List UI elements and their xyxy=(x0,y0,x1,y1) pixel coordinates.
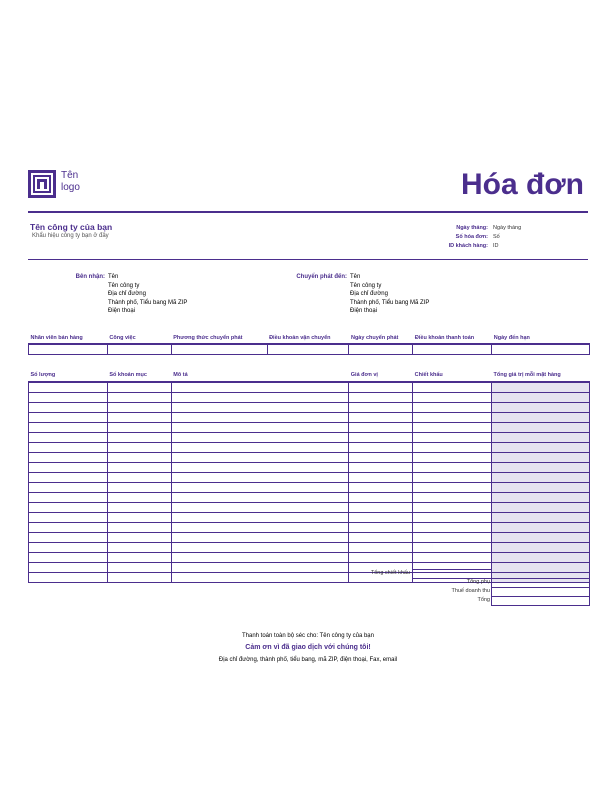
item-cell[interactable] xyxy=(107,493,171,503)
item-cell[interactable] xyxy=(349,443,413,453)
shipping-cell[interactable] xyxy=(29,344,108,355)
item-cell[interactable] xyxy=(349,533,413,543)
item-header: Số lượng xyxy=(29,369,108,382)
item-cell[interactable] xyxy=(413,433,492,443)
shipping-table xyxy=(28,333,590,355)
item-cell[interactable] xyxy=(492,543,590,553)
company-name: Tên công ty của bạn xyxy=(30,222,113,232)
shipping-header: Điều khoản vận chuyển xyxy=(267,333,349,344)
item-cell[interactable] xyxy=(171,533,349,543)
item-cell[interactable] xyxy=(492,393,590,403)
item-cell[interactable] xyxy=(349,433,413,443)
item-cell[interactable] xyxy=(171,393,349,403)
item-cell[interactable] xyxy=(349,543,413,553)
item-cell[interactable] xyxy=(171,543,349,553)
item-cell[interactable] xyxy=(413,413,492,423)
item-cell[interactable] xyxy=(413,473,492,483)
item-cell[interactable] xyxy=(29,413,108,423)
invoice-number-value: Số xyxy=(493,234,500,240)
item-cell[interactable] xyxy=(171,453,349,463)
item-cell[interactable] xyxy=(29,553,108,563)
item-row xyxy=(29,533,590,543)
item-cell[interactable] xyxy=(413,483,492,493)
discount-total-label: Tổng chiết khấu xyxy=(370,570,410,576)
item-cell[interactable] xyxy=(107,443,171,453)
payable-note: Thanh toán toàn bộ séc cho: Tên công ty của bạn xyxy=(242,633,374,639)
item-cell[interactable] xyxy=(107,413,171,423)
item-cell[interactable] xyxy=(492,523,590,533)
bill-to-line: Tên công ty xyxy=(108,282,140,289)
item-cell[interactable] xyxy=(171,503,349,513)
ship-to-line: Điện thoại xyxy=(350,308,378,314)
item-cell[interactable] xyxy=(107,513,171,523)
item-cell[interactable] xyxy=(413,543,492,553)
item-cell[interactable] xyxy=(492,533,590,543)
item-cell[interactable] xyxy=(107,503,171,513)
item-cell[interactable] xyxy=(492,403,590,413)
item-row xyxy=(29,503,590,513)
shipping-cell[interactable] xyxy=(267,344,349,355)
item-cell[interactable] xyxy=(29,503,108,513)
item-row xyxy=(29,403,590,413)
total-row xyxy=(28,596,590,605)
item-cell[interactable] xyxy=(413,423,492,433)
bill-to-line: Điện thoại xyxy=(108,308,136,314)
item-cell[interactable] xyxy=(492,463,590,473)
item-cell[interactable] xyxy=(107,473,171,483)
item-cell[interactable] xyxy=(349,413,413,423)
customer-id-label: ID khách hàng: xyxy=(448,243,488,249)
shipping-cell[interactable] xyxy=(349,344,413,355)
item-cell[interactable] xyxy=(492,483,590,493)
item-cell[interactable] xyxy=(171,493,349,503)
item-cell[interactable] xyxy=(492,493,590,503)
meta-divider xyxy=(28,259,588,260)
logo-text xyxy=(61,170,101,194)
item-cell[interactable] xyxy=(107,533,171,543)
item-cell[interactable] xyxy=(492,473,590,483)
logo-line-2: logo xyxy=(61,182,80,193)
meta-date xyxy=(400,224,560,233)
shipping-header: Công việc xyxy=(107,333,171,344)
item-header: Giá đơn vị xyxy=(349,369,413,382)
item-row xyxy=(29,543,590,553)
item-cell[interactable] xyxy=(107,543,171,553)
shipping-cell[interactable] xyxy=(492,344,590,355)
item-cell[interactable] xyxy=(29,493,108,503)
item-row xyxy=(29,423,590,433)
item-cell[interactable] xyxy=(107,483,171,493)
item-cell[interactable] xyxy=(413,523,492,533)
footer xyxy=(0,630,616,666)
discount-total-row xyxy=(28,569,590,578)
item-header: Tổng giá trị mỗi mặt hàng xyxy=(492,369,590,382)
item-row xyxy=(29,463,590,473)
item-cell[interactable] xyxy=(107,403,171,413)
item-cell[interactable] xyxy=(29,423,108,433)
logo-icon xyxy=(28,170,56,198)
item-cell[interactable] xyxy=(492,423,590,433)
item-cell[interactable] xyxy=(492,413,590,423)
item-row xyxy=(29,523,590,533)
item-cell[interactable] xyxy=(171,413,349,423)
item-cell[interactable] xyxy=(29,433,108,443)
item-cell[interactable] xyxy=(349,382,413,393)
shipping-header: Phương thức chuyển phát xyxy=(171,333,267,344)
item-cell[interactable] xyxy=(413,403,492,413)
item-cell[interactable] xyxy=(349,523,413,533)
item-cell[interactable] xyxy=(171,513,349,523)
item-header: Mô tả xyxy=(171,369,349,382)
item-cell[interactable] xyxy=(349,493,413,503)
item-cell[interactable] xyxy=(29,443,108,453)
item-cell[interactable] xyxy=(171,463,349,473)
item-row xyxy=(29,473,590,483)
item-cell[interactable] xyxy=(171,483,349,493)
item-cell[interactable] xyxy=(107,463,171,473)
shipping-header: Nhân viên bán hàng xyxy=(29,333,108,344)
item-cell[interactable] xyxy=(413,443,492,453)
item-row xyxy=(29,382,590,393)
item-cell[interactable] xyxy=(107,553,171,563)
item-row xyxy=(29,393,590,403)
bill-to-line: Thành phố, Tiểu bang Mã ZIP xyxy=(108,299,188,306)
item-cell[interactable] xyxy=(349,513,413,523)
total-box[interactable] xyxy=(491,596,590,606)
item-cell[interactable] xyxy=(492,453,590,463)
item-cell[interactable] xyxy=(29,513,108,523)
item-cell[interactable] xyxy=(29,483,108,493)
total-label: Tổng xyxy=(477,597,490,603)
customer-id-value: ID xyxy=(493,243,499,249)
bill-to-block xyxy=(75,273,188,316)
item-row xyxy=(29,443,590,453)
item-cell[interactable] xyxy=(171,473,349,483)
item-cell[interactable] xyxy=(171,433,349,443)
item-header: Số khoản mục xyxy=(107,369,171,382)
item-cell[interactable] xyxy=(349,473,413,483)
item-cell[interactable] xyxy=(413,463,492,473)
item-cell[interactable] xyxy=(107,523,171,533)
item-cell[interactable] xyxy=(413,553,492,563)
item-row xyxy=(29,453,590,463)
item-cell[interactable] xyxy=(349,463,413,473)
item-header: Chiết khấu xyxy=(413,369,492,382)
item-cell[interactable] xyxy=(171,523,349,533)
invoice-number-label: Số hóa đơn: xyxy=(455,234,488,240)
item-cell[interactable] xyxy=(349,423,413,433)
shipping-row xyxy=(29,344,590,355)
item-cell[interactable] xyxy=(349,393,413,403)
meta-invoice xyxy=(400,233,560,242)
logo-line-1: Tên xyxy=(61,170,79,181)
item-cell[interactable] xyxy=(171,443,349,453)
item-cell[interactable] xyxy=(349,503,413,513)
item-cell[interactable] xyxy=(492,433,590,443)
item-cell[interactable] xyxy=(492,513,590,523)
subtotal-row xyxy=(28,578,590,587)
shipping-header: Điều khoản thanh toán xyxy=(413,333,492,344)
item-cell[interactable] xyxy=(413,533,492,543)
ship-to-line: Tên công ty xyxy=(350,282,382,289)
item-cell[interactable] xyxy=(413,393,492,403)
item-row xyxy=(29,433,590,443)
item-cell[interactable] xyxy=(349,483,413,493)
item-cell[interactable] xyxy=(171,423,349,433)
item-cell[interactable] xyxy=(413,503,492,513)
item-cell[interactable] xyxy=(413,493,492,503)
ship-to-line: Tên xyxy=(350,274,361,280)
ship-to-line: Địa chỉ đường xyxy=(350,291,388,297)
item-row xyxy=(29,513,590,523)
date-value: Ngày tháng xyxy=(493,225,522,231)
item-cell[interactable] xyxy=(107,393,171,403)
thank-you-note: Cảm ơn vì đã giao dịch với chúng tôi! xyxy=(245,644,371,651)
item-cell[interactable] xyxy=(349,403,413,413)
item-cell[interactable] xyxy=(492,382,590,393)
item-cell[interactable] xyxy=(349,553,413,563)
item-cell[interactable] xyxy=(29,543,108,553)
shipping-cell[interactable] xyxy=(107,344,171,355)
shipping-cell[interactable] xyxy=(413,344,492,355)
item-cell[interactable] xyxy=(107,423,171,433)
item-row xyxy=(29,553,590,563)
ship-to-line: Thành phố, Tiểu bang Mã ZIP xyxy=(350,299,430,306)
document-title: Hóa đơn xyxy=(461,168,584,201)
item-cell[interactable] xyxy=(413,513,492,523)
company-slogan: Khẩu hiệu công ty bạn ở đây xyxy=(32,233,109,239)
item-cell[interactable] xyxy=(29,453,108,463)
item-cell[interactable] xyxy=(29,523,108,533)
item-cell[interactable] xyxy=(107,382,171,393)
item-cell[interactable] xyxy=(349,453,413,463)
item-cell[interactable] xyxy=(171,382,349,393)
ship-to-block xyxy=(296,273,430,316)
items-table xyxy=(28,369,590,583)
footer-address: Địa chỉ đường, thành phố, tiểu bang, mã ZIP, điện thoại, Fax, email xyxy=(218,657,398,663)
item-cell[interactable] xyxy=(107,433,171,443)
header-divider xyxy=(28,211,588,213)
tax-label: Thuế doanh thu xyxy=(451,588,490,594)
ship-to-label: Chuyển phát đến: xyxy=(296,274,347,280)
item-cell[interactable] xyxy=(107,453,171,463)
item-cell[interactable] xyxy=(413,382,492,393)
meta-customer xyxy=(400,242,560,251)
item-cell[interactable] xyxy=(492,503,590,513)
item-cell[interactable] xyxy=(29,463,108,473)
item-cell[interactable] xyxy=(171,553,349,563)
shipping-header: Ngày chuyển phát xyxy=(349,333,413,344)
item-cell[interactable] xyxy=(492,443,590,453)
item-cell[interactable] xyxy=(492,553,590,563)
item-cell[interactable] xyxy=(29,473,108,483)
tax-row xyxy=(28,587,590,596)
item-row xyxy=(29,413,590,423)
bill-to-label: Bên nhận: xyxy=(75,274,105,280)
item-cell[interactable] xyxy=(29,533,108,543)
shipping-header: Ngày đến hạn xyxy=(492,333,590,344)
item-cell[interactable] xyxy=(171,403,349,413)
shipping-cell[interactable] xyxy=(171,344,267,355)
bill-to-line: Tên xyxy=(108,274,119,280)
item-cell[interactable] xyxy=(29,382,108,393)
bill-to-line: Địa chỉ đường xyxy=(108,291,146,297)
item-cell[interactable] xyxy=(29,393,108,403)
subtotal-label: Tổng phụ xyxy=(466,579,490,585)
item-cell[interactable] xyxy=(413,453,492,463)
item-cell[interactable] xyxy=(29,403,108,413)
date-label: Ngày tháng: xyxy=(456,225,488,231)
item-row xyxy=(29,493,590,503)
item-row xyxy=(29,483,590,493)
